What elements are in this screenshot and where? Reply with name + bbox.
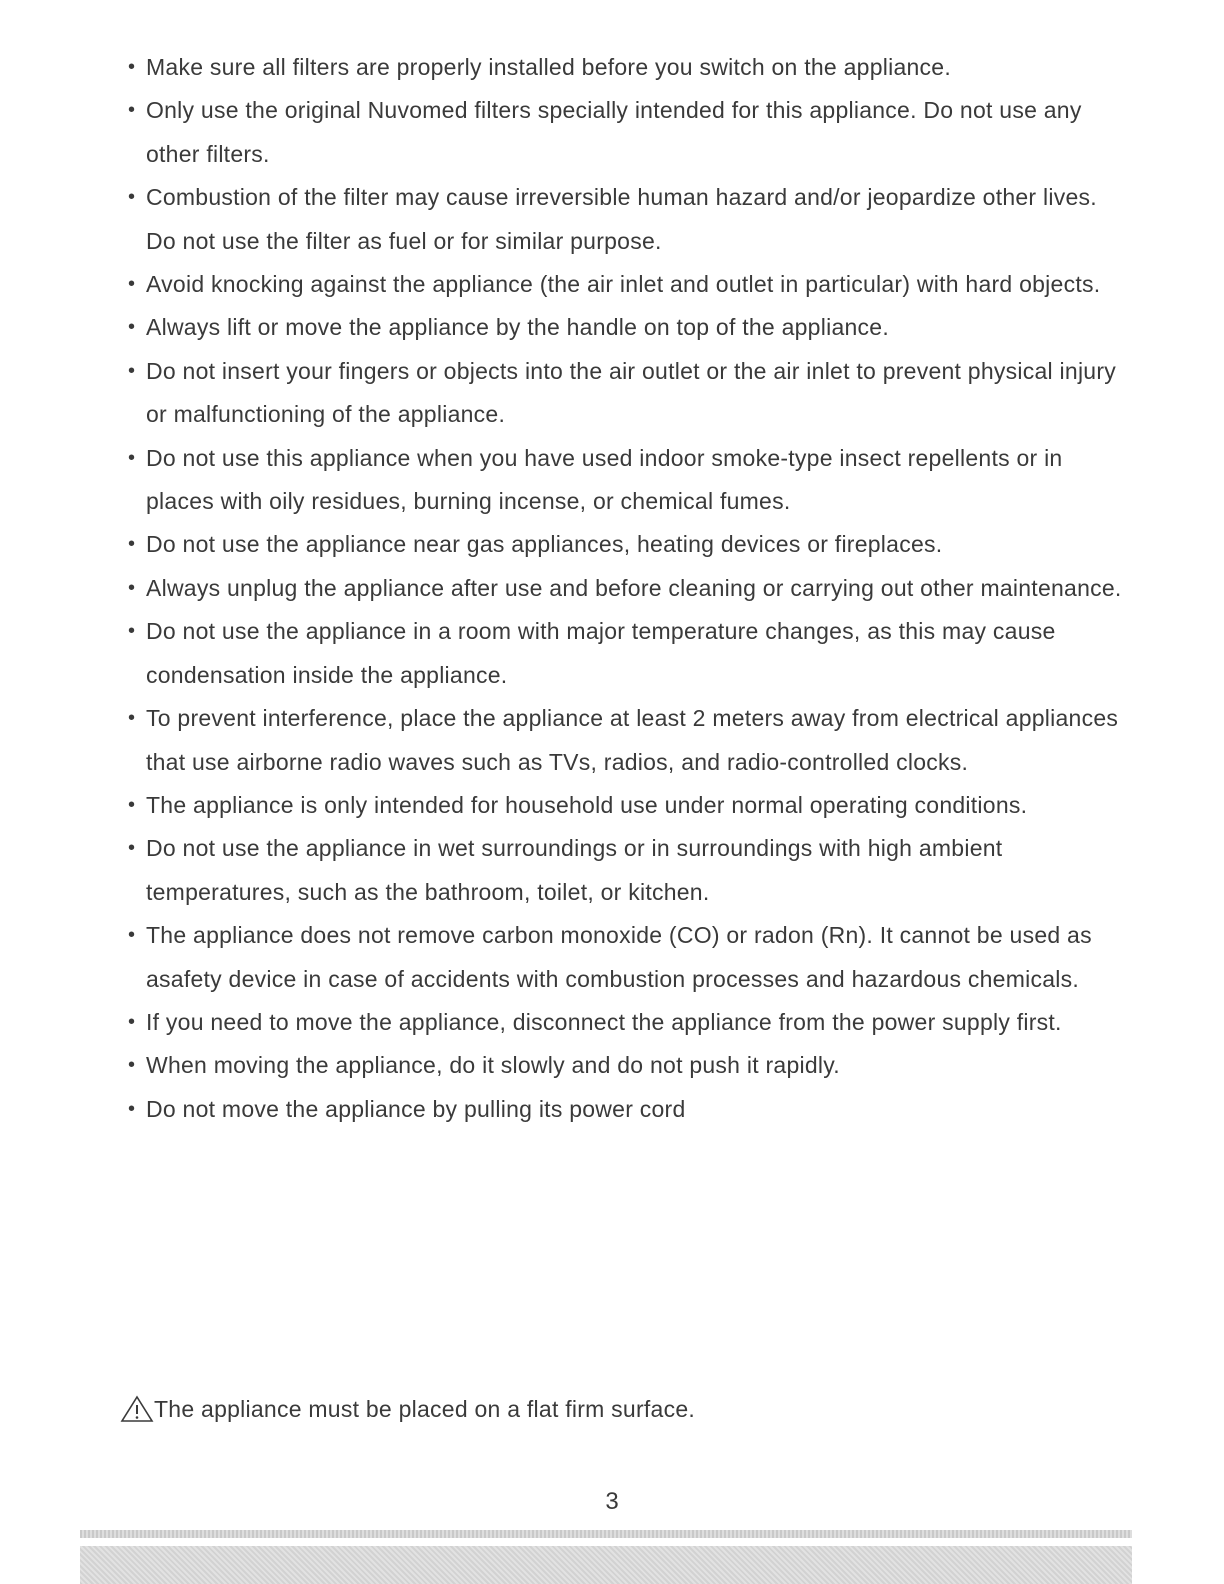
- bullet-icon: •: [128, 837, 136, 860]
- list-item: • Do not move the appliance by pulling its power cord: [128, 1088, 1128, 1131]
- bullet-icon: •: [128, 1010, 136, 1033]
- bullet-icon: •: [128, 99, 136, 122]
- bullet-icon: •: [128, 793, 136, 816]
- bullet-icon: •: [128, 1054, 136, 1077]
- safety-instructions-list: [128, 46, 1128, 1131]
- warning-text: The appliance must be placed on a flat firm surface.: [154, 1396, 696, 1422]
- bullet-icon: •: [128, 620, 136, 643]
- list-item: • If you need to move the appliance, disconnect the appliance from the power supply first.: [128, 1001, 1128, 1044]
- list-item: • Do not use this appliance when you have used indoor smoke-type insect repellents or in places with oily residues, burning incense, or chemical fumes.: [128, 437, 1128, 524]
- bullet-icon: •: [128, 576, 136, 599]
- bullet-icon: •: [128, 533, 136, 556]
- list-item: • The appliance is only intended for household use under normal operating conditions.: [128, 784, 1128, 827]
- bullet-icon: •: [128, 186, 136, 209]
- list-item: • Combustion of the filter may cause irreversible human hazard and/or jeopardize other lives. Do not use the filter as fuel or for similar purpose.: [128, 176, 1128, 263]
- list-item: • Do not use the appliance in a room with major temperature changes, as this may cause condensation inside the appliance.: [128, 610, 1128, 697]
- warning-note: [120, 1389, 695, 1429]
- footer-divider: [80, 1530, 1132, 1538]
- list-item: • Always unplug the appliance after use and before cleaning or carrying out other maintenance.: [128, 567, 1128, 610]
- list-item: • The appliance does not remove carbon monoxide (CO) or radon (Rn). It cannot be used as asafety device in case of accidents with combustion processes and hazardous chemicals.: [128, 914, 1128, 1001]
- bullet-icon: •: [128, 316, 136, 339]
- page-number: 3: [605, 1488, 619, 1515]
- list-item: • Do not insert your fingers or objects into the air outlet or the air inlet to prevent physical injury or malfunctioning of the appliance.: [128, 350, 1128, 437]
- list-item: • Do not use the appliance near gas appliances, heating devices or fireplaces.: [128, 523, 1128, 566]
- list-item: • When moving the appliance, do it slowly and do not push it rapidly.: [128, 1044, 1128, 1087]
- list-item: • Make sure all filters are properly installed before you switch on the appliance.: [128, 46, 1128, 89]
- bullet-icon: •: [128, 924, 136, 947]
- bullet-icon: •: [128, 446, 136, 469]
- list-item: • Avoid knocking against the appliance (the air inlet and outlet in particular) with hard objects.: [128, 263, 1128, 306]
- bullet-icon: •: [128, 56, 136, 78]
- footer-band: [80, 1546, 1132, 1584]
- list-item: • To prevent interference, place the appliance at least 2 meters away from electrical appliances that use airborne radio waves such as TVs, radios, and radio-controlled clocks.: [128, 697, 1128, 784]
- warning-triangle-icon: [120, 1394, 154, 1424]
- list-item: • Do not use the appliance in wet surroundings or in surroundings with high ambient temperatures, such as the bathroom, toilet, or kitchen.: [128, 827, 1128, 914]
- list-item: • Always lift or move the appliance by the handle on top of the appliance.: [128, 306, 1128, 349]
- bullet-icon: •: [128, 707, 136, 730]
- bullet-icon: •: [128, 359, 136, 382]
- bullet-icon: •: [128, 1097, 136, 1120]
- list-item: • Only use the original Nuvomed filters specially intended for this appliance. Do not use any other filters.: [128, 89, 1128, 176]
- bullet-icon: •: [128, 273, 136, 296]
